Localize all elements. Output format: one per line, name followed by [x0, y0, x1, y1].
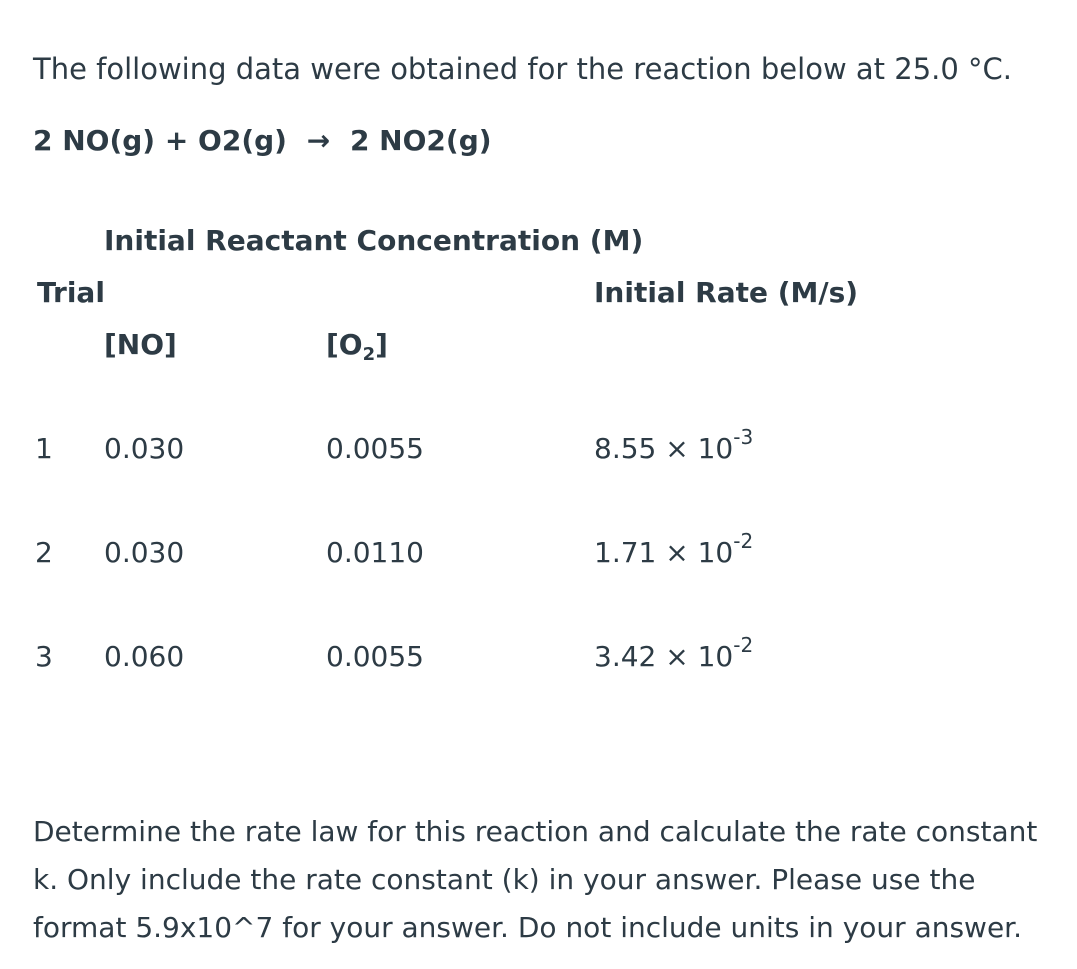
trial-number: 2 [35, 536, 53, 569]
rate-heading: Initial Rate (M/s) [594, 276, 859, 309]
rate-exponent: -2 [733, 633, 754, 657]
trial-heading: Trial [37, 276, 105, 309]
o2-heading-suffix: ] [375, 328, 388, 361]
initial-rate [594, 425, 754, 465]
no-concentration: 0.060 [104, 640, 185, 673]
trial-number: 3 [35, 640, 53, 673]
question-text: Determine the rate law for this reaction and calculate the rate constant k. Only include the rate constant (k) in your answer. Please use the format 5.9x10^7 for your answer. Do not include units in your answer. [33, 815, 1038, 944]
intro-text: The following data were obtained for the reaction below at 25.0 °C. [33, 52, 1013, 86]
initial-rate [594, 633, 754, 673]
rate-base: 1.71 × 10 [594, 536, 734, 569]
o2-concentration: 0.0055 [326, 640, 424, 673]
no-concentration: 0.030 [104, 432, 185, 465]
rate-exponent: -3 [733, 425, 754, 449]
o2-concentration: 0.0055 [326, 432, 424, 465]
equation-products: 2 NO2(g) [349, 124, 492, 157]
reaction-equation [33, 124, 492, 157]
o2-column-heading [326, 328, 388, 365]
trial-number: 1 [35, 432, 53, 465]
equation-reactants: 2 NO(g) + O2(g) [33, 124, 287, 157]
o2-concentration: 0.0110 [326, 536, 424, 569]
no-concentration: 0.030 [104, 536, 185, 569]
rate-exponent: -2 [733, 529, 754, 553]
rate-base: 3.42 × 10 [594, 640, 734, 673]
concentration-heading: Initial Reactant Concentration (M) [104, 224, 644, 257]
rate-base: 8.55 × 10 [594, 432, 734, 465]
o2-heading-prefix: [O [326, 328, 363, 361]
reaction-arrow-icon: → [306, 124, 331, 157]
o2-heading-subscript: 2 [362, 344, 376, 365]
initial-rate [594, 529, 754, 569]
no-column-heading: [NO] [104, 328, 177, 361]
